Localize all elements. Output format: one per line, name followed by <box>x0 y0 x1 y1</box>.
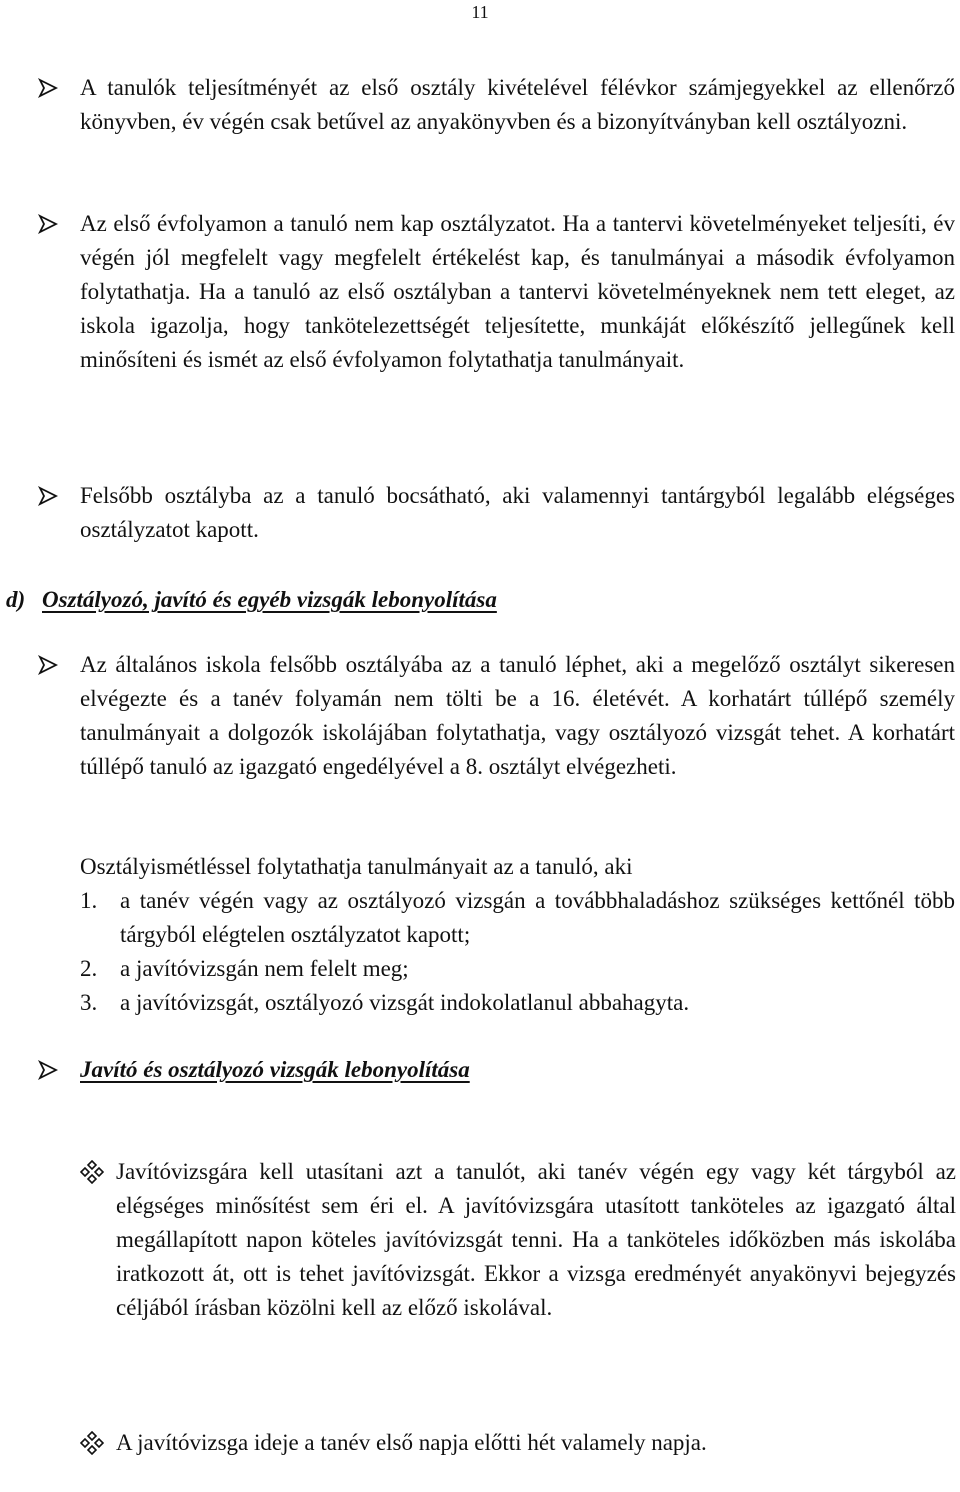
section-label: d) <box>6 587 26 612</box>
list-text: a javítóvizsgán nem felelt meg; <box>120 956 409 981</box>
four-diamond-bullet-icon <box>80 1426 110 1460</box>
section-title: Osztályozó, javító és egyéb vizsgák lebonyolítása <box>42 587 497 612</box>
list-item <box>80 986 955 1020</box>
four-diamond-bullet-icon <box>80 1155 110 1189</box>
bullet-text: A tanulók teljesítményét az első osztály kivételével félévkor számjegyekkel az ellenőrző könyvben, év végén csak betűvel az anyakönyvben és a bizonyítványban kell osztályozni. <box>80 75 955 134</box>
arrowhead-bullet-icon <box>38 71 66 105</box>
list-number: 2. <box>80 956 98 981</box>
arrowhead-bullet-icon <box>38 207 66 241</box>
list-item <box>80 952 955 986</box>
bullet-text: Az általános iskola felsőbb osztályába az a tanuló léphet, aki a megelőző osztályt sikeresen elvégezte és a tanév folyamán nem tölti be a 16. életévét. A korhatárt túllépő személy tanulmányait a dolgozók iskolájában folytathatja, vagy osztályozó vizsgát tehet. A korhatárt túllépő tanuló az igazgató engedélyével a 8. osztályt elvégezheti. <box>80 652 955 779</box>
sub-heading: Javító és osztályozó vizsgák lebonyolítása <box>80 1057 470 1082</box>
repeat-intro: Osztályismétléssel folytathatja tanulmányait az a tanuló, aki <box>80 854 633 879</box>
diamond-item-text: Javítóvizsgára kell utasítani azt a tanulót, aki tanév végén egy vagy két tárgyból az elégséges minősítést sem éri el. A javítóvizsgára utasított tanköteles az igazgató által megállapított napon köteles javítóvizsgát tenni. Ha a tanköteles időközben más iskolába iratkozott át, ott is tehet javítóvizsgát. Ekkor a vizsga eredményét anyakönyvi bejegyzés céljából írásban közölni kell az előző iskolával. <box>116 1159 956 1320</box>
arrowhead-bullet-icon <box>38 1053 66 1087</box>
diamond-item-text: A javítóvizsga ideje a tanév első napja előtti hét valamely napja. <box>116 1430 707 1455</box>
arrowhead-bullet-icon <box>38 648 66 682</box>
page-number: 11 <box>471 2 489 22</box>
section-heading <box>6 583 497 617</box>
list-number: 1. <box>80 888 98 913</box>
arrowhead-bullet-icon <box>38 479 66 513</box>
list-text: a javítóvizsgát, osztályozó vizsgát indokolatlanul abbahagyta. <box>120 990 690 1015</box>
list-text: a tanév végén vagy az osztályozó vizsgán a továbbhaladáshoz szükséges kettőnél több tárgyból elégtelen osztályzatot kapott; <box>120 888 955 947</box>
list-number: 3. <box>80 990 98 1015</box>
bullet-text: Az első évfolyamon a tanuló nem kap osztályzatot. Ha a tantervi követelményeket teljesíti, év végén jól megfelelt vagy megfelelt értékelést kap, és tanulmányai a második évfolyamon folytathatja. Ha a tanuló az első osztályban a tantervi követelményeknek nem tett eleget, az iskola igazolja, hogy tankötelezettségét teljesítette, munkáját előkészítő jellegűnek kell minősíteni és ismét az első évfolyamon folytathatja tanulmányait. <box>80 211 955 372</box>
list-item <box>80 884 955 952</box>
numbered-list <box>80 884 955 1020</box>
bullet-text: Felsőbb osztályba az a tanuló bocsátható, aki valamennyi tantárgyból legalább elégséges osztályzatot kapott. <box>80 483 955 542</box>
